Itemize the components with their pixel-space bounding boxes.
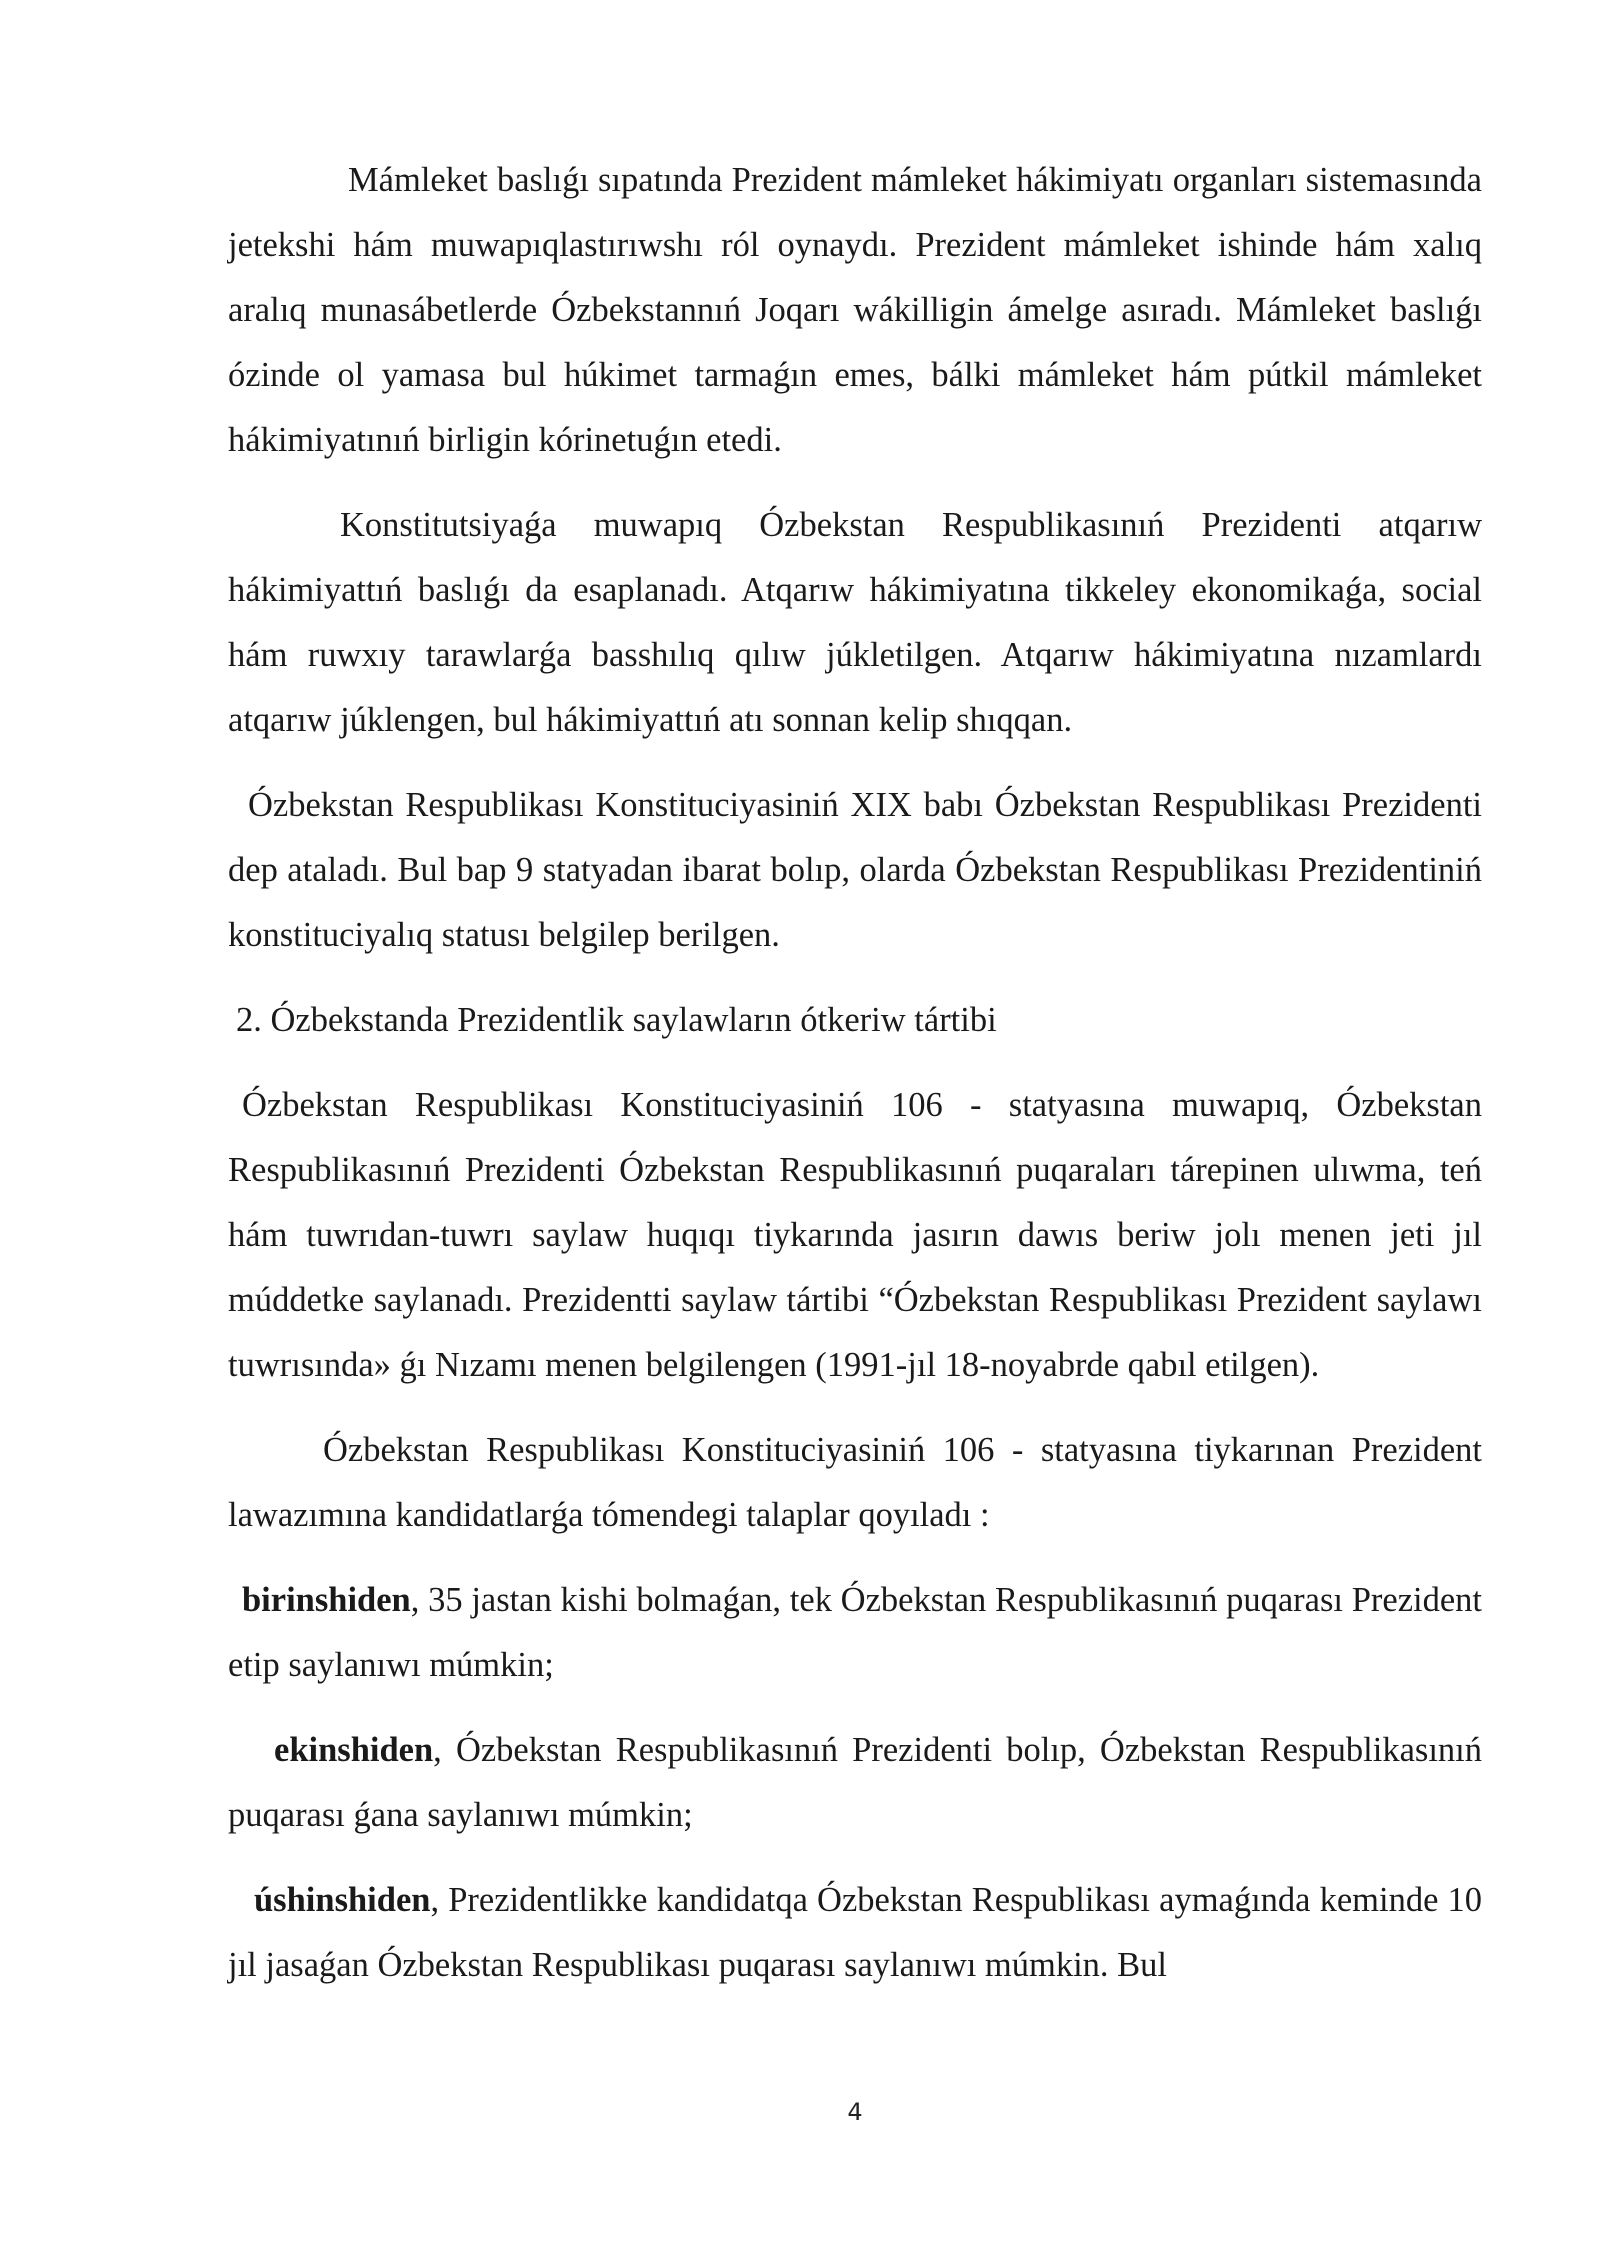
section-heading: 2. Ózbekstanda Prezidentlik saylawların ótkeriw tártibi [236,1001,997,1039]
paragraph-4: Ózbekstan Respublikası Konstituciyasiniń 106 - statyasına muwapıq, Ózbekstan Respublikasınıń Prezidenti Ózbekstan Respublikasınıń puqaraları tárepinen ulıwma, teń hám tuwrıdan-tuwrı saylaw huqıqı tiykarında jasırın dawıs beriw jolı menen jeti jıl múddetke saylanadı. Prezidentti saylaw tártibi “Ózbekstan Respublikası Prezident saylawı tuwrısında» ǵı Nızamı menen belgilengen (1991-jıl 18-noyabrde qabıl etilgen). [228,1086,1482,1384]
list-item [228,1868,1482,1998]
list-text: , Ózbekstan Respublikasınıń Prezidenti bolıp, Ózbekstan Respublikasınıń puqarası ǵana saylanıwı múmkin; [228,1731,1482,1834]
page-number: 4 [847,2098,863,2126]
list-text: , 35 jastan kishi bolmaǵan, tek Ózbekstan Respublikasınıń puqarası Prezident etip saylanıwı múmkin; [228,1581,1482,1684]
list-text: , Prezidentlikke kandidatqa Ózbekstan Respublikası aymaǵında keminde 10 jıl jasaǵan Ózbekstan Respublikası puqarası saylanıwı múmkin. Bul [228,1881,1482,1984]
list-term: ekinshiden [274,1731,434,1769]
list-item [228,1568,1482,1698]
paragraph-2: Konstitutsiyaǵa muwapıq Ózbekstan Respublikasınıń Prezidenti atqarıw hákimiyattıń baslıǵı da esaplanadı. Atqarıw hákimiyatına tikkeley ekonomikaǵa, social hám ruwxıy tarawlarǵa basshılıq qılıw júkletilgen. Atqarıw hákimiyatına nızamlardı atqarıw júklengen, bul hákimiyattıń atı sonnan kelip shıqqan. [228,506,1482,739]
paragraph-5: Ózbekstan Respublikası Konstituciyasiniń 106 - statyasına tiykarınan Prezident lawazımına kandidatlarǵa tómendegi talaplar qoyıladı : [228,1431,1482,1534]
paragraph-1: Mámleket baslıǵı sıpatında Prezident mámleket hákimiyatı organları sistemasında jetekshi hám muwapıqlastırıwshı ról oynaydı. Prezident mámleket ishinde hám xalıq aralıq munasábetlerde Ózbekstannıń Joqarı wákilligin ámelge asıradı. Mámleket baslıǵı ózinde ol yamasa bul húkimet tarmaǵın emes, bálki mámleket hám pútkil mámleket hákimiyatınıń birligin kórinetuǵın etedi. [228,161,1482,459]
paragraph-3: Ózbekstan Respublikası Konstituciyasiniń XIX babı Ózbekstan Respublikası Prezidenti dep ataladı. Bul bap 9 statyadan ibarat bolıp, olarda Ózbekstan Respublikası Prezidentiniń konstituciyalıq statusı belgilep berilgen. [228,786,1482,954]
list-term: birinshiden [242,1581,411,1619]
list-item [228,1718,1482,1848]
list-term: úshinshiden [254,1881,431,1919]
document-body [228,148,1482,1998]
